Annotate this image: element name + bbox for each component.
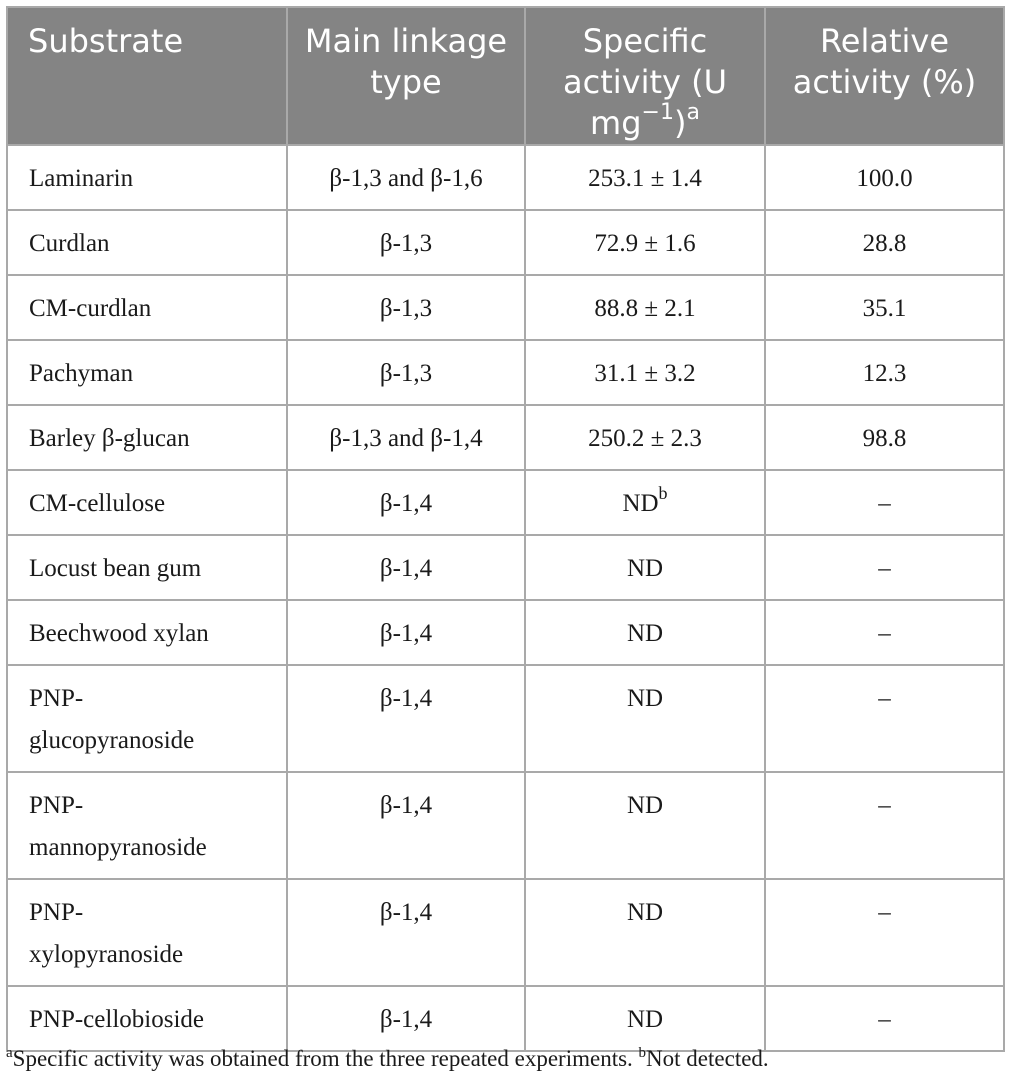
cell-substrate bbox=[7, 665, 287, 772]
footnote-b-text: Not detected. bbox=[646, 1046, 769, 1071]
table-row bbox=[7, 470, 1004, 535]
cell-linkage: β-1,4 bbox=[287, 986, 525, 1051]
cell-relative-activity: 12.3 bbox=[765, 340, 1004, 405]
cell-substrate: PNP-cellobioside bbox=[7, 986, 287, 1051]
header-specific-activity-exp: −1 bbox=[641, 100, 674, 125]
table-row bbox=[7, 145, 1004, 210]
table-row bbox=[7, 210, 1004, 275]
cell-relative-activity: – bbox=[765, 772, 1004, 879]
cell-specific-activity: ND bbox=[525, 772, 765, 879]
footnote-a-marker: a bbox=[6, 1045, 13, 1061]
header-specific-activity-text: Specific activity (U mg bbox=[562, 22, 728, 142]
header-row bbox=[7, 7, 1004, 145]
header-specific-activity bbox=[525, 7, 765, 145]
cell-relative-activity: – bbox=[765, 600, 1004, 665]
cell-linkage: β-1,3 bbox=[287, 275, 525, 340]
header-specific-activity-close: ) bbox=[673, 104, 687, 142]
cell-substrate-line1: PNP- bbox=[29, 899, 84, 926]
cell-relative-activity: 100.0 bbox=[765, 145, 1004, 210]
cell-linkage: β-1,3 and β-1,6 bbox=[287, 145, 525, 210]
cell-specific-activity: ND bbox=[525, 535, 765, 600]
table-row bbox=[7, 405, 1004, 470]
cell-relative-activity: – bbox=[765, 470, 1004, 535]
cell-relative-activity: 28.8 bbox=[765, 210, 1004, 275]
cell-linkage: β-1,4 bbox=[287, 665, 525, 772]
table-footnote bbox=[6, 1046, 769, 1072]
cell-specific-activity bbox=[525, 470, 765, 535]
cell-substrate: Pachyman bbox=[7, 340, 287, 405]
cell-substrate-line1: PNP- bbox=[29, 685, 84, 712]
cell-substrate: Barley β-glucan bbox=[7, 405, 287, 470]
cell-relative-activity: 98.8 bbox=[765, 405, 1004, 470]
cell-relative-activity: – bbox=[765, 986, 1004, 1051]
header-specific-activity-note: a bbox=[686, 100, 700, 125]
cell-relative-activity: – bbox=[765, 665, 1004, 772]
table-row bbox=[7, 665, 1004, 772]
cell-specific-activity: ND bbox=[525, 986, 765, 1051]
cell-substrate bbox=[7, 772, 287, 879]
cell-substrate: Locust bean gum bbox=[7, 535, 287, 600]
cell-specific-activity: ND bbox=[525, 879, 765, 986]
cell-linkage: β-1,3 bbox=[287, 340, 525, 405]
cell-linkage: β-1,4 bbox=[287, 600, 525, 665]
table-row bbox=[7, 986, 1004, 1051]
cell-specific-activity: 88.8 ± 2.1 bbox=[525, 275, 765, 340]
table-row bbox=[7, 535, 1004, 600]
table-row bbox=[7, 340, 1004, 405]
table-row bbox=[7, 879, 1004, 986]
cell-substrate-line2: mannopyranoside bbox=[29, 834, 207, 861]
cell-linkage: β-1,4 bbox=[287, 470, 525, 535]
cell-linkage: β-1,4 bbox=[287, 772, 525, 879]
cell-specific-activity: ND bbox=[525, 600, 765, 665]
cell-linkage: β-1,4 bbox=[287, 535, 525, 600]
header-substrate: Substrate bbox=[7, 7, 287, 145]
substrate-activity-table bbox=[6, 6, 1005, 1052]
cell-substrate: Beechwood xylan bbox=[7, 600, 287, 665]
cell-substrate-line1: PNP- bbox=[29, 792, 84, 819]
table-row bbox=[7, 600, 1004, 665]
cell-substrate-line2: glucopyranoside bbox=[29, 727, 195, 754]
cell-substrate: Curdlan bbox=[7, 210, 287, 275]
cell-substrate bbox=[7, 879, 287, 986]
header-linkage: Main linkage type bbox=[287, 7, 525, 145]
cell-linkage: β-1,3 and β-1,4 bbox=[287, 405, 525, 470]
cell-substrate: Laminarin bbox=[7, 145, 287, 210]
footnote-a-text: Specific activity was obtained from the three repeated experiments. bbox=[12, 1046, 639, 1071]
cell-substrate: CM-curdlan bbox=[7, 275, 287, 340]
cell-specific-activity: 72.9 ± 1.6 bbox=[525, 210, 765, 275]
cell-specific-activity: 253.1 ± 1.4 bbox=[525, 145, 765, 210]
cell-relative-activity: – bbox=[765, 535, 1004, 600]
cell-substrate: CM-cellulose bbox=[7, 470, 287, 535]
cell-specific-activity-value: ND bbox=[622, 490, 659, 517]
cell-linkage: β-1,4 bbox=[287, 879, 525, 986]
cell-specific-activity: ND bbox=[525, 665, 765, 772]
cell-relative-activity: – bbox=[765, 879, 1004, 986]
header-relative-activity: Relative activity (%) bbox=[765, 7, 1004, 145]
cell-specific-activity: 250.2 ± 2.3 bbox=[525, 405, 765, 470]
footnote-marker-b: b bbox=[658, 483, 668, 503]
table-row bbox=[7, 275, 1004, 340]
footnote-b-marker: b bbox=[638, 1045, 647, 1061]
table-row bbox=[7, 772, 1004, 879]
cell-specific-activity: 31.1 ± 3.2 bbox=[525, 340, 765, 405]
cell-relative-activity: 35.1 bbox=[765, 275, 1004, 340]
cell-substrate-line2: xylopyranoside bbox=[29, 941, 184, 968]
cell-linkage: β-1,3 bbox=[287, 210, 525, 275]
